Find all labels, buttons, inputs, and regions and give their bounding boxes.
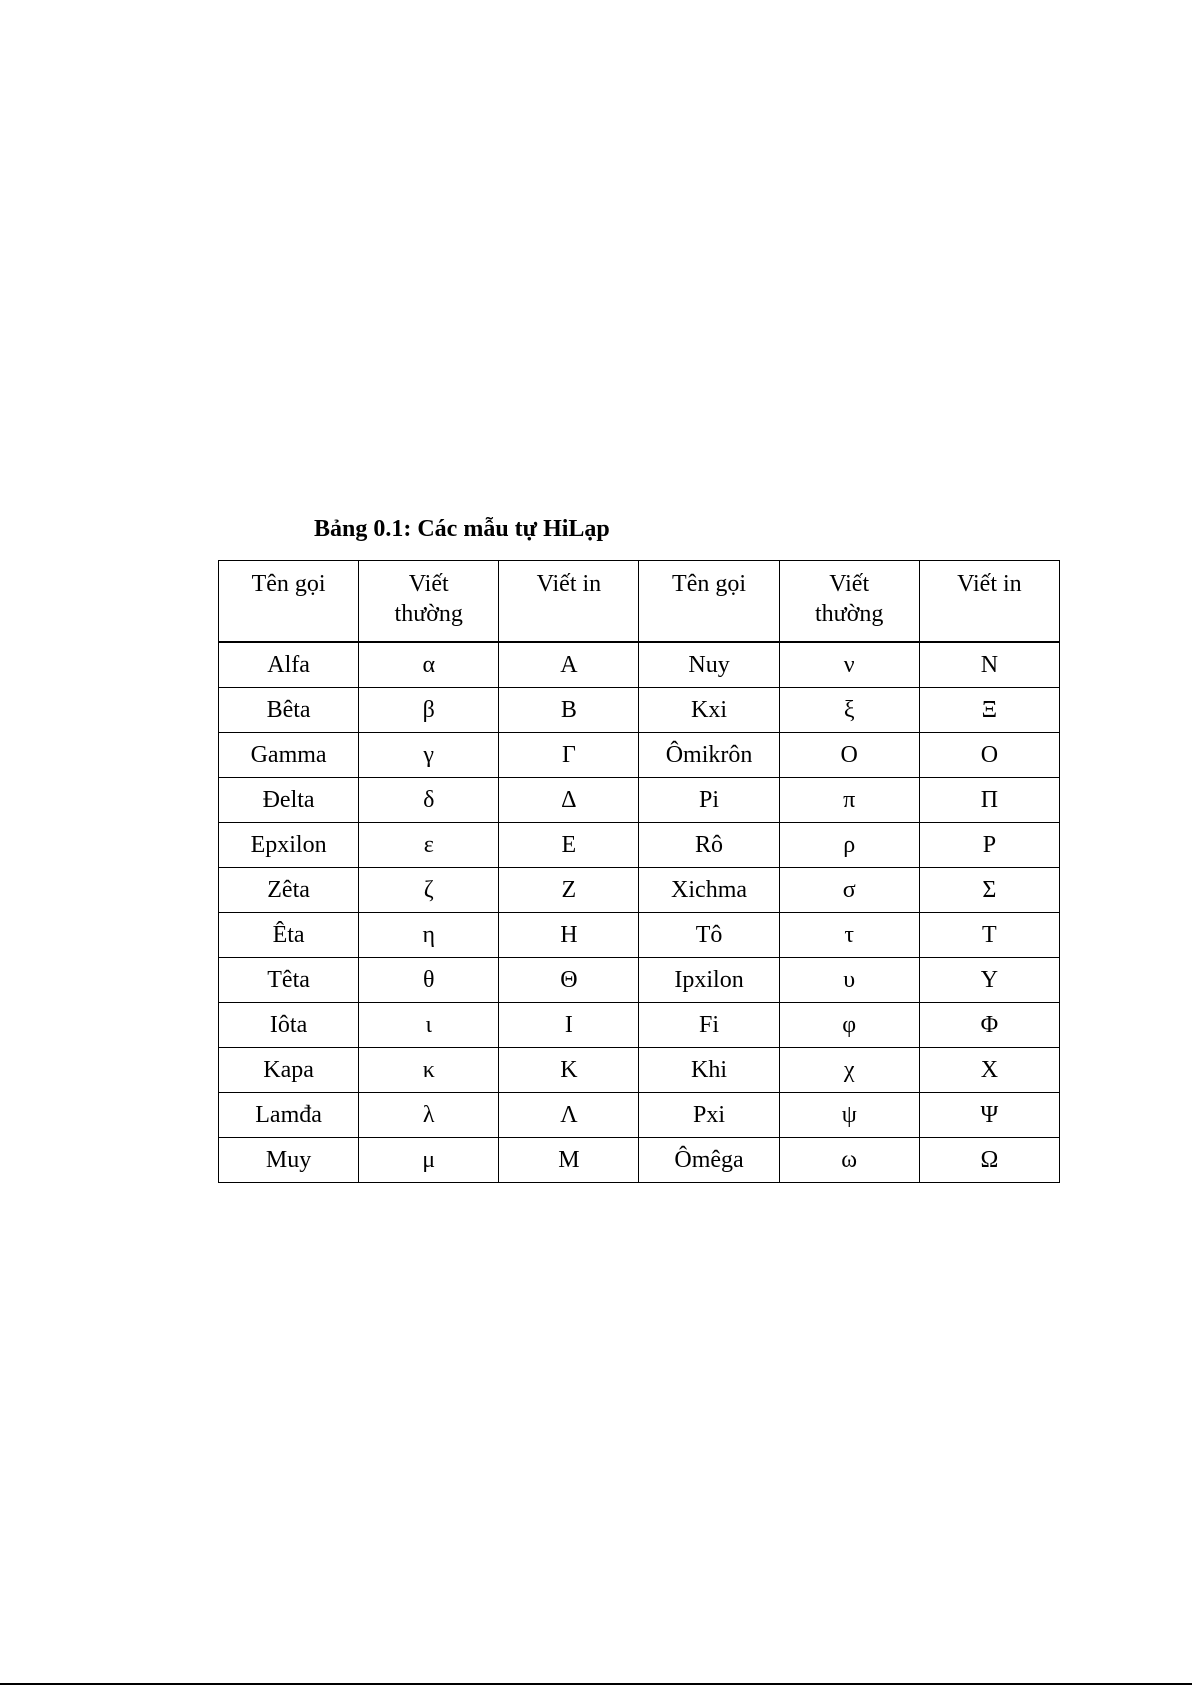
table-cell: Êta <box>219 913 359 958</box>
table-row <box>219 1138 1060 1183</box>
table-cell: K <box>499 1048 639 1093</box>
table-cell: P <box>919 823 1059 868</box>
table-header-cell: Viết thường <box>779 561 919 643</box>
table-cell: ζ <box>359 868 499 913</box>
table-cell: Rô <box>639 823 779 868</box>
table-row <box>219 642 1060 688</box>
table-cell: Alfa <box>219 642 359 688</box>
table-cell: Ômikrôn <box>639 733 779 778</box>
table-cell: Π <box>919 778 1059 823</box>
table-cell: ν <box>779 642 919 688</box>
table-cell: σ <box>779 868 919 913</box>
table-header-cell: Tên gọi <box>639 561 779 643</box>
table-cell: α <box>359 642 499 688</box>
table-cell: Y <box>919 958 1059 1003</box>
table-cell: Fi <box>639 1003 779 1048</box>
table-cell: Ômêga <box>639 1138 779 1183</box>
table-cell: Muy <box>219 1138 359 1183</box>
table-cell: Lamđa <box>219 1093 359 1138</box>
table-cell: γ <box>359 733 499 778</box>
table-cell: δ <box>359 778 499 823</box>
table-cell: Gamma <box>219 733 359 778</box>
table-cell: Ω <box>919 1138 1059 1183</box>
table-row <box>219 868 1060 913</box>
table-cell: μ <box>359 1138 499 1183</box>
table-cell: Epxilon <box>219 823 359 868</box>
table-cell: ω <box>779 1138 919 1183</box>
table-cell: ε <box>359 823 499 868</box>
table-cell: E <box>499 823 639 868</box>
table-cell: Nuy <box>639 642 779 688</box>
table-cell: φ <box>779 1003 919 1048</box>
table-cell: H <box>499 913 639 958</box>
table-row <box>219 958 1060 1003</box>
table-cell: Pxi <box>639 1093 779 1138</box>
table-cell: Σ <box>919 868 1059 913</box>
table-row <box>219 913 1060 958</box>
table-row <box>219 1048 1060 1093</box>
table-cell: A <box>499 642 639 688</box>
table-cell: X <box>919 1048 1059 1093</box>
table-cell: Ψ <box>919 1093 1059 1138</box>
table-cell: Z <box>499 868 639 913</box>
table-cell: N <box>919 642 1059 688</box>
table-cell: Zêta <box>219 868 359 913</box>
table-cell: η <box>359 913 499 958</box>
table-header-row <box>219 561 1060 643</box>
table-cell: κ <box>359 1048 499 1093</box>
table-cell: χ <box>779 1048 919 1093</box>
table-cell: ι <box>359 1003 499 1048</box>
table-cell: O <box>779 733 919 778</box>
table-cell: υ <box>779 958 919 1003</box>
table-row <box>219 1093 1060 1138</box>
table-cell: Bêta <box>219 688 359 733</box>
table-cell: Pi <box>639 778 779 823</box>
table-cell: Kapa <box>219 1048 359 1093</box>
table-cell: Xichma <box>639 868 779 913</box>
table-cell: λ <box>359 1093 499 1138</box>
table-cell: ψ <box>779 1093 919 1138</box>
table-cell: π <box>779 778 919 823</box>
table-cell: ξ <box>779 688 919 733</box>
table-cell: O <box>919 733 1059 778</box>
table-cell: Θ <box>499 958 639 1003</box>
table-row <box>219 733 1060 778</box>
table-row <box>219 823 1060 868</box>
table-row <box>219 1003 1060 1048</box>
table-header-cell: Viết in <box>499 561 639 643</box>
table-cell: Ipxilon <box>639 958 779 1003</box>
table-cell: Φ <box>919 1003 1059 1048</box>
table-cell: Ξ <box>919 688 1059 733</box>
table-row <box>219 688 1060 733</box>
table-cell: M <box>499 1138 639 1183</box>
table-cell: B <box>499 688 639 733</box>
table-header-cell: Viết thường <box>359 561 499 643</box>
table-cell: Têta <box>219 958 359 1003</box>
table-header-cell: Tên gọi <box>219 561 359 643</box>
table-cell: T <box>919 913 1059 958</box>
table-cell: Δ <box>499 778 639 823</box>
table-cell: Tô <box>639 913 779 958</box>
table-cell: Khi <box>639 1048 779 1093</box>
table-cell: Kxi <box>639 688 779 733</box>
table-caption: Bảng 0.1: Các mẫu tự HiLạp <box>314 516 610 542</box>
table-cell: Đelta <box>219 778 359 823</box>
table-cell: ρ <box>779 823 919 868</box>
greek-alphabet-table <box>218 560 1060 1183</box>
table-cell: θ <box>359 958 499 1003</box>
table-cell: β <box>359 688 499 733</box>
table-cell: Λ <box>499 1093 639 1138</box>
table-row <box>219 778 1060 823</box>
table-cell: τ <box>779 913 919 958</box>
table-cell: Iôta <box>219 1003 359 1048</box>
table-cell: I <box>499 1003 639 1048</box>
table-header-cell: Viết in <box>919 561 1059 643</box>
table-cell: Γ <box>499 733 639 778</box>
